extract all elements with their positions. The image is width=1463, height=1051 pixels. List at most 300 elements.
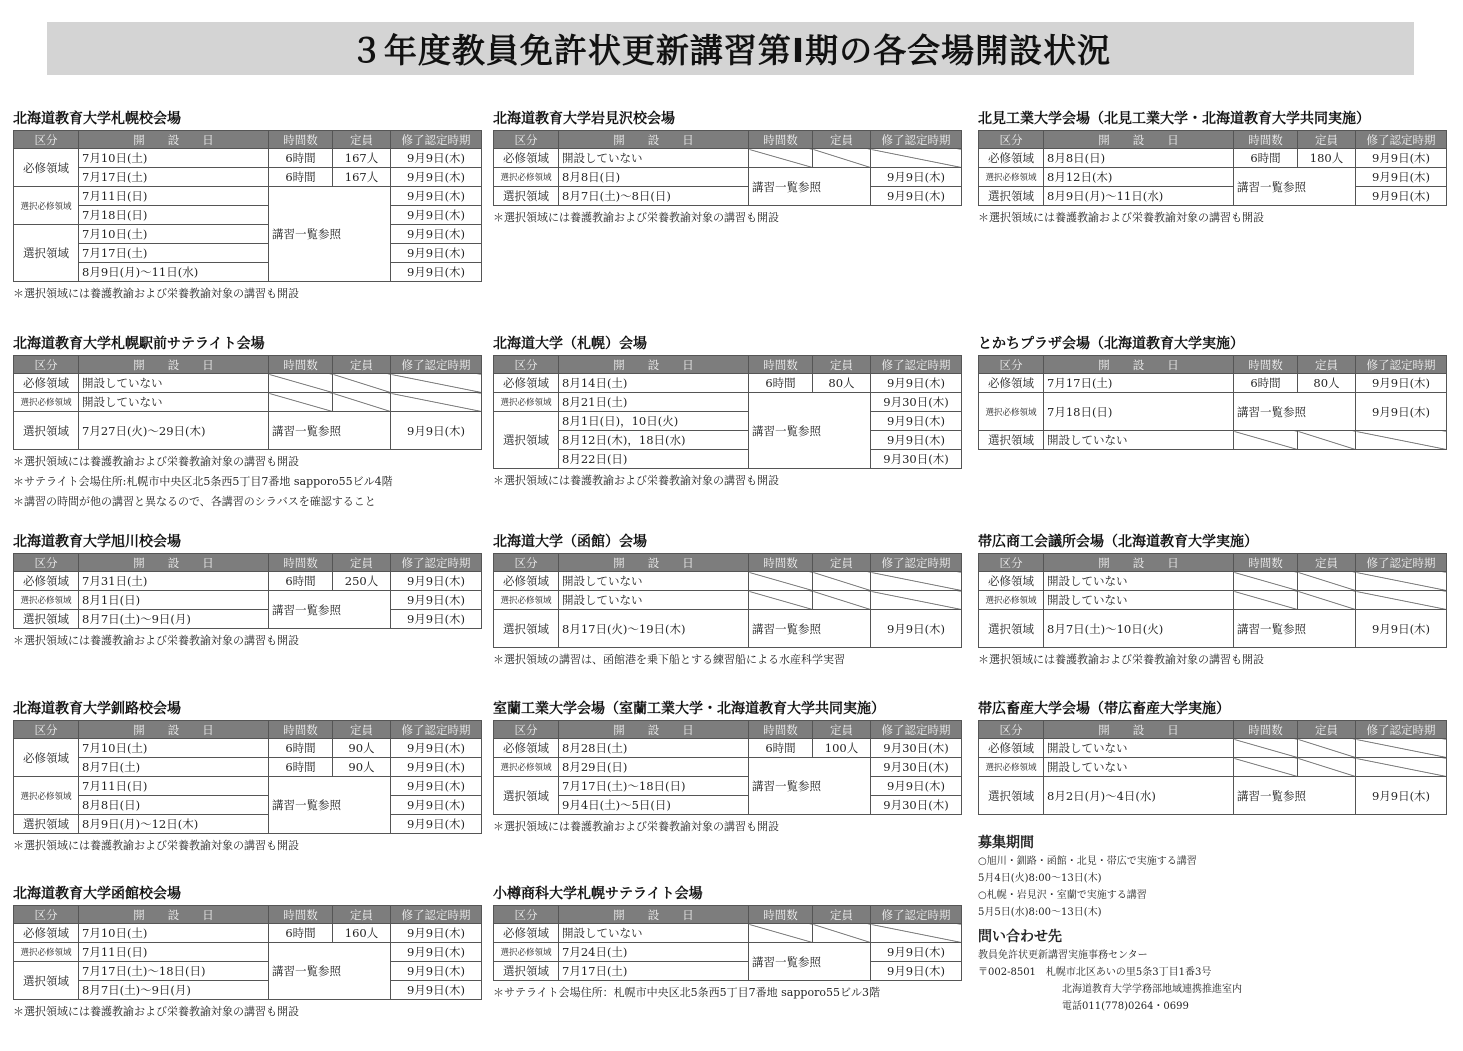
venue-title: 北海道教育大学釧路校会場	[13, 701, 181, 717]
schedule-table	[13, 355, 482, 450]
value-cell: 9月9日(木)	[871, 168, 962, 187]
value-cell: 6時間	[1234, 374, 1298, 393]
table-row	[979, 572, 1447, 591]
table-row	[14, 187, 482, 206]
table-row	[14, 412, 482, 450]
table-row	[14, 393, 482, 412]
value-cell: 9月9日(木)	[391, 758, 482, 777]
value-cell: 9月9日(木)	[391, 244, 482, 263]
table-header-row	[979, 131, 1447, 149]
column-header: 開 設 日	[1044, 356, 1234, 374]
date-cell: 7月10日(土)	[79, 924, 269, 943]
category-cell: 選択領域	[979, 777, 1044, 815]
column-header: 時間数	[1234, 356, 1298, 374]
value-cell: 6時間	[269, 758, 333, 777]
table-header-row	[14, 906, 482, 924]
column-header: 区分	[979, 356, 1044, 374]
column-header: 開 設 日	[559, 131, 749, 149]
column-header: 定員	[333, 356, 391, 374]
table-header-row	[979, 554, 1447, 572]
column-header: 定員	[1298, 131, 1356, 149]
venue-note: ＊選択領域には養護教諭および栄養教諭対象の講習も開設	[978, 653, 1264, 666]
column-header: 区分	[979, 554, 1044, 572]
venue-section	[13, 531, 481, 649]
column-header: 修了認定時期	[391, 131, 482, 149]
column-header: 開 設 日	[79, 356, 269, 374]
value-cell: 9月9日(木)	[391, 815, 482, 834]
column-header: 区分	[979, 131, 1044, 149]
table-row	[494, 412, 962, 431]
date-cell: 8月9日(月)～11日(水)	[1044, 187, 1234, 206]
date-cell: 7月24日(土)	[559, 943, 749, 962]
table-row	[979, 591, 1447, 610]
venue-section	[978, 531, 1446, 668]
column-header: 開 設 日	[1044, 131, 1234, 149]
value-cell: 167人	[333, 168, 391, 187]
category-cell: 選択領域	[979, 187, 1044, 206]
column-header: 開 設 日	[559, 721, 749, 739]
value-cell: 9月9日(木)	[391, 225, 482, 244]
column-header: 開 設 日	[1044, 554, 1234, 572]
category-cell: 選択必修領域	[979, 591, 1044, 610]
column-header: 開 設 日	[79, 554, 269, 572]
value-cell: 250人	[333, 572, 391, 591]
date-cell: 8月12日(木)	[1044, 168, 1234, 187]
schedule-table	[978, 553, 1447, 648]
date-cell: 開設していない	[1044, 591, 1234, 610]
column-header: 時間数	[749, 906, 813, 924]
value-cell: 9月9日(木)	[1356, 149, 1447, 168]
date-cell: 8月14日(土)	[559, 374, 749, 393]
table-header-row	[494, 131, 962, 149]
value-cell: 6時間	[749, 374, 813, 393]
venue-section	[13, 883, 481, 1020]
column-header: 修了認定時期	[871, 721, 962, 739]
column-header: 修了認定時期	[871, 356, 962, 374]
table-header-row	[14, 356, 482, 374]
table-row	[14, 739, 482, 758]
column-header: 時間数	[269, 906, 333, 924]
value-cell: 6時間	[1234, 149, 1298, 168]
category-cell: 必修領域	[979, 149, 1044, 168]
column-header: 開 設 日	[1044, 721, 1234, 739]
value-cell: 9月9日(木)	[391, 263, 482, 282]
value-cell: 167人	[333, 149, 391, 168]
value-cell: 講習一覧参照	[1234, 777, 1356, 815]
not-applicable-cell	[269, 393, 333, 412]
column-header: 開 設 日	[79, 906, 269, 924]
schedule-table	[493, 355, 962, 469]
column-header: 区分	[494, 356, 559, 374]
value-cell: 6時間	[269, 924, 333, 943]
venue-note: ＊選択領域には養護教諭および栄養教諭対象の講習も開設	[13, 455, 299, 468]
not-applicable-cell	[1356, 758, 1447, 777]
value-cell: 9月9日(木)	[391, 739, 482, 758]
not-applicable-cell	[333, 393, 391, 412]
date-cell: 開設していない	[559, 572, 749, 591]
date-cell: 7月10日(土)	[79, 149, 269, 168]
date-cell: 8月7日(土)～8日(日)	[559, 187, 749, 206]
table-row	[494, 374, 962, 393]
date-cell: 7月17日(土)～18日(日)	[559, 777, 749, 796]
column-header: 修了認定時期	[391, 356, 482, 374]
date-cell: 8月8日(日)	[79, 796, 269, 815]
table-row	[14, 943, 482, 962]
value-cell: 9月30日(木)	[871, 796, 962, 815]
category-cell: 必修領域	[494, 374, 559, 393]
category-cell: 選択必修領域	[979, 393, 1044, 431]
table-row	[494, 777, 962, 796]
value-cell: 9月9日(木)	[871, 962, 962, 981]
value-cell: 80人	[1298, 374, 1356, 393]
table-row	[979, 168, 1447, 187]
venue-section	[978, 698, 1446, 815]
date-cell: 8月12日(木)，18日(水)	[559, 431, 749, 450]
value-cell: 6時間	[269, 168, 333, 187]
not-applicable-cell	[871, 149, 962, 168]
venue-section	[13, 333, 481, 510]
venue-note: ＊選択領域には養護教諭および栄養教諭対象の講習も開設	[13, 287, 299, 300]
value-cell: 9月9日(木)	[871, 777, 962, 796]
not-applicable-cell	[1298, 431, 1356, 450]
value-cell: 6時間	[269, 149, 333, 168]
column-header: 定員	[333, 721, 391, 739]
venue-title: 北海道教育大学札幌駅前サテライト会場	[13, 336, 265, 352]
table-row	[494, 168, 962, 187]
column-header: 修了認定時期	[871, 554, 962, 572]
value-cell: 講習一覧参照	[749, 758, 871, 815]
date-cell: 8月21日(土)	[559, 393, 749, 412]
column-header: 定員	[333, 554, 391, 572]
date-cell: 7月18日(日)	[1044, 393, 1234, 431]
category-cell: 選択領域	[494, 412, 559, 469]
date-cell: 8月17日(火)～19日(木)	[559, 610, 749, 648]
value-cell: 9月9日(木)	[871, 431, 962, 450]
value-cell: 160人	[333, 924, 391, 943]
venue-note: ＊選択領域には養護教諭および栄養教諭対象の講習も開設	[978, 211, 1264, 224]
value-cell: 9月9日(木)	[391, 412, 482, 450]
column-header: 定員	[333, 906, 391, 924]
category-cell: 必修領域	[14, 374, 79, 393]
not-applicable-cell	[1234, 572, 1298, 591]
column-header: 定員	[1298, 721, 1356, 739]
contact-dept: 北海道教育大学学務部地域連携推進室内	[1062, 984, 1242, 995]
date-cell: 開設していない	[559, 149, 749, 168]
table-row	[14, 572, 482, 591]
category-cell: 選択領域	[494, 610, 559, 648]
column-header: 時間数	[749, 131, 813, 149]
column-header: 開 設 日	[559, 554, 749, 572]
column-header: 時間数	[269, 356, 333, 374]
date-cell: 8月22日(日)	[559, 450, 749, 469]
category-cell: 選択必修領域	[494, 943, 559, 962]
date-cell: 開設していない	[1044, 431, 1234, 450]
venue-title: 北海道大学（札幌）会場	[493, 336, 647, 352]
column-header: 区分	[494, 554, 559, 572]
table-header-row	[14, 131, 482, 149]
value-cell: 講習一覧参照	[269, 591, 391, 629]
value-cell: 6時間	[269, 739, 333, 758]
venue-title: 帯広畜産大学会場（帯広畜産大学実施）	[978, 701, 1230, 717]
date-cell: 9月4日(土)～5日(日)	[559, 796, 749, 815]
not-applicable-cell	[1356, 739, 1447, 758]
recruitment-heading: 募集期間	[978, 835, 1034, 851]
value-cell: 9月9日(木)	[391, 187, 482, 206]
venue-note: ＊選択領域には養護教諭および栄養教諭対象の講習も開設	[13, 1005, 299, 1018]
not-applicable-cell	[1234, 758, 1298, 777]
column-header: 時間数	[1234, 131, 1298, 149]
value-cell: 6時間	[269, 572, 333, 591]
venue-note: ＊選択領域には養護教諭および栄養教諭対象の講習も開設	[13, 634, 299, 647]
value-cell: 90人	[333, 758, 391, 777]
not-applicable-cell	[269, 374, 333, 393]
column-header: 定員	[813, 131, 871, 149]
category-cell: 選択領域	[14, 412, 79, 450]
table-row	[979, 374, 1447, 393]
venue-title: 北海道教育大学札幌校会場	[13, 111, 181, 127]
column-header: 区分	[14, 356, 79, 374]
category-cell: 選択必修領域	[14, 943, 79, 962]
date-cell: 7月10日(土)	[79, 225, 269, 244]
schedule-table	[978, 130, 1447, 206]
category-cell: 選択必修領域	[494, 168, 559, 187]
column-header: 開 設 日	[559, 906, 749, 924]
venue-note: ＊選択領域の講習は、函館港を乗下船とする練習船による水産科学実習	[493, 653, 845, 666]
value-cell: 講習一覧参照	[1234, 168, 1356, 206]
column-header: 定員	[1298, 554, 1356, 572]
not-applicable-cell	[749, 924, 813, 943]
not-applicable-cell	[813, 149, 871, 168]
column-header: 区分	[494, 721, 559, 739]
value-cell: 9月9日(木)	[1356, 610, 1447, 648]
category-cell: 選択領域	[979, 610, 1044, 648]
category-cell: 選択領域	[14, 962, 79, 1000]
table-row	[979, 393, 1447, 431]
table-row	[14, 981, 482, 1000]
date-cell: 7月17日(土)	[79, 244, 269, 263]
column-header: 修了認定時期	[391, 721, 482, 739]
column-header: 定員	[813, 906, 871, 924]
table-row	[14, 244, 482, 263]
date-cell: 8月7日(土)～9日(月)	[79, 981, 269, 1000]
table-row	[979, 610, 1447, 648]
venue-section	[493, 883, 961, 1001]
column-header: 時間数	[1234, 554, 1298, 572]
venue-title: 小樽商科大学札幌サテライト会場	[493, 886, 703, 902]
table-row	[494, 943, 962, 962]
column-header: 修了認定時期	[871, 906, 962, 924]
contact-org: 教員免許状更新講習実施事務センター	[978, 950, 1148, 961]
table-row	[14, 374, 482, 393]
date-cell: 7月27日(火)～29日(木)	[79, 412, 269, 450]
not-applicable-cell	[749, 149, 813, 168]
info-panel	[978, 833, 1448, 1015]
table-row	[14, 758, 482, 777]
venue-note: ＊サテライト会場住所:札幌市中央区北5条西5丁目7番地 sapporo55ビル4階	[13, 475, 393, 488]
table-row	[14, 924, 482, 943]
value-cell: 9月9日(木)	[1356, 374, 1447, 393]
value-cell: 9月9日(木)	[391, 591, 482, 610]
venue-note: ＊選択領域には養護教諭および栄養教諭対象の講習も開設	[493, 211, 779, 224]
not-applicable-cell	[1356, 572, 1447, 591]
date-cell: 7月11日(日)	[79, 777, 269, 796]
value-cell: 9月9日(木)	[391, 962, 482, 981]
not-applicable-cell	[1234, 591, 1298, 610]
value-cell: 9月9日(木)	[391, 168, 482, 187]
venue-section	[978, 333, 1446, 450]
not-applicable-cell	[749, 572, 813, 591]
table-row	[494, 393, 962, 412]
venue-title: 北海道教育大学旭川校会場	[13, 534, 181, 550]
date-cell: 8月9日(月)～12日(木)	[79, 815, 269, 834]
schedule-table	[493, 905, 962, 981]
category-cell: 選択領域	[979, 431, 1044, 450]
venue-section	[493, 333, 961, 489]
table-header-row	[14, 554, 482, 572]
column-header: 修了認定時期	[391, 554, 482, 572]
value-cell: 講習一覧参照	[749, 168, 871, 206]
column-header: 定員	[813, 356, 871, 374]
not-applicable-cell	[391, 393, 482, 412]
venue-title: 北海道教育大学岩見沢校会場	[493, 111, 675, 127]
date-cell: 7月11日(日)	[79, 943, 269, 962]
table-row	[14, 591, 482, 610]
value-cell: 90人	[333, 739, 391, 758]
category-cell: 必修領域	[979, 374, 1044, 393]
value-cell: 9月9日(木)	[1356, 187, 1447, 206]
date-cell: 8月8日(日)	[559, 168, 749, 187]
value-cell: 9月9日(木)	[391, 572, 482, 591]
column-header: 修了認定時期	[1356, 721, 1447, 739]
category-cell: 選択必修領域	[494, 591, 559, 610]
value-cell: 9月30日(木)	[871, 450, 962, 469]
value-cell: 9月30日(木)	[871, 393, 962, 412]
not-applicable-cell	[813, 572, 871, 591]
column-header: 定員	[333, 131, 391, 149]
value-cell: 講習一覧参照	[269, 187, 391, 282]
value-cell: 9月9日(木)	[871, 412, 962, 431]
schedule-table	[13, 130, 482, 282]
category-cell: 必修領域	[979, 739, 1044, 758]
category-cell: 選択必修領域	[14, 591, 79, 610]
column-header: 開 設 日	[79, 131, 269, 149]
column-header: 定員	[813, 554, 871, 572]
category-cell: 選択領域	[494, 962, 559, 981]
value-cell: 9月9日(木)	[391, 206, 482, 225]
not-applicable-cell	[1234, 739, 1298, 758]
table-row	[979, 739, 1447, 758]
value-cell: 講習一覧参照	[749, 610, 871, 648]
date-cell: 8月1日(日)	[79, 591, 269, 610]
value-cell: 9月9日(木)	[391, 610, 482, 629]
table-header-row	[494, 554, 962, 572]
not-applicable-cell	[749, 591, 813, 610]
table-row	[979, 431, 1447, 450]
table-row	[14, 796, 482, 815]
table-row	[14, 962, 482, 981]
date-cell: 7月11日(日)	[79, 187, 269, 206]
date-cell: 7月10日(土)	[79, 739, 269, 758]
value-cell: 180人	[1298, 149, 1356, 168]
value-cell: 講習一覧参照	[749, 943, 871, 981]
venue-note: ＊講習の時間が他の講習と異なるので、各講習のシラバスを確認すること	[13, 495, 376, 508]
not-applicable-cell	[1298, 739, 1356, 758]
value-cell: 9月9日(木)	[1356, 393, 1447, 431]
category-cell: 選択領域	[14, 815, 79, 834]
column-header: 時間数	[749, 721, 813, 739]
category-cell: 選択必修領域	[14, 187, 79, 225]
category-cell: 必修領域	[494, 149, 559, 168]
table-row	[14, 815, 482, 834]
table-row	[14, 225, 482, 244]
venue-title: 室蘭工業大学会場（室蘭工業大学・北海道教育大学共同実施）	[493, 701, 885, 717]
value-cell: 9月9日(木)	[1356, 168, 1447, 187]
venue-section	[493, 531, 961, 668]
column-header: 時間数	[269, 721, 333, 739]
column-header: 定員	[813, 721, 871, 739]
table-header-row	[494, 906, 962, 924]
category-cell: 選択必修領域	[14, 777, 79, 815]
schedule-table	[13, 905, 482, 1000]
date-cell: 8月1日(日)，10日(火)	[559, 412, 749, 431]
venue-title: 北見工業大学会場（北見工業大学・北海道教育大学共同実施）	[978, 111, 1370, 127]
value-cell: 講習一覧参照	[1234, 610, 1356, 648]
category-cell: 選択必修領域	[494, 758, 559, 777]
recruitment-line: ○旭川・釧路・函館・北見・帯広で実施する講習	[978, 856, 1197, 867]
not-applicable-cell	[1298, 572, 1356, 591]
value-cell: 80人	[813, 374, 871, 393]
table-row	[14, 610, 482, 629]
not-applicable-cell	[813, 924, 871, 943]
recruitment-line: 5月4日(火)8:00～13日(木)	[978, 873, 1102, 884]
table-row	[494, 739, 962, 758]
table-row	[494, 450, 962, 469]
category-cell: 必修領域	[14, 924, 79, 943]
contact-phone: 電話011(778)0264・0699	[1062, 1001, 1189, 1012]
value-cell: 9月9日(木)	[391, 943, 482, 962]
category-cell: 選択必修領域	[979, 168, 1044, 187]
table-row	[14, 206, 482, 225]
schedule-table	[978, 720, 1447, 815]
table-header-row	[494, 356, 962, 374]
not-applicable-cell	[1298, 591, 1356, 610]
not-applicable-cell	[333, 374, 391, 393]
not-applicable-cell	[813, 591, 871, 610]
value-cell: 9月9日(木)	[1356, 777, 1447, 815]
venue-section	[13, 698, 481, 854]
column-header: 開 設 日	[79, 721, 269, 739]
column-header: 修了認定時期	[1356, 554, 1447, 572]
not-applicable-cell	[871, 924, 962, 943]
category-cell: 選択必修領域	[14, 393, 79, 412]
venue-title: とかちプラザ会場（北海道教育大学実施）	[978, 336, 1244, 352]
venue-section	[493, 108, 961, 226]
category-cell: 必修領域	[494, 572, 559, 591]
column-header: 区分	[979, 721, 1044, 739]
value-cell: 9月9日(木)	[391, 777, 482, 796]
page-title: ３年度教員免許状更新講習第Ⅰ期の各会場開設状況	[349, 31, 1112, 70]
category-cell: 必修領域	[979, 572, 1044, 591]
schedule-table	[13, 553, 482, 629]
value-cell: 9月9日(木)	[871, 610, 962, 648]
table-row	[979, 149, 1447, 168]
date-cell: 8月28日(土)	[559, 739, 749, 758]
venue-section	[13, 108, 481, 302]
table-row	[494, 187, 962, 206]
table-row	[979, 187, 1447, 206]
table-row	[494, 572, 962, 591]
table-header-row	[979, 721, 1447, 739]
